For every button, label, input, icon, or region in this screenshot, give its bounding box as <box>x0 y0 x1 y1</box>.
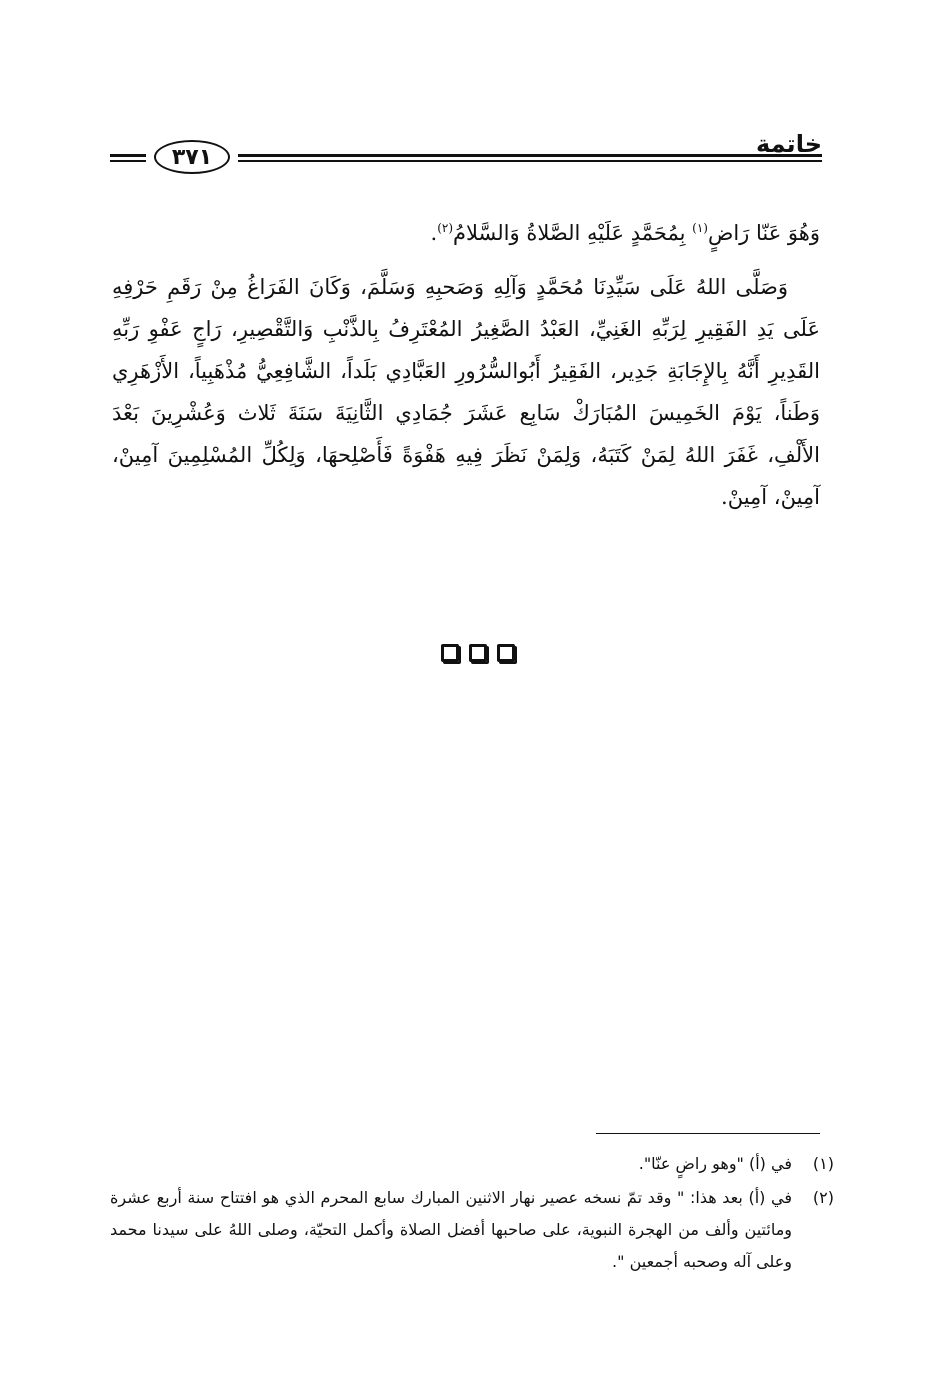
text-span: . <box>430 221 438 245</box>
text-span: وَهُوَ عَنّا رَاضٍ <box>707 221 820 245</box>
paragraph <box>112 212 820 254</box>
page-number: ٣٧١ <box>154 140 230 174</box>
header-rule <box>238 160 822 162</box>
main-text <box>112 212 820 530</box>
footnote-number: (٢) <box>812 1188 834 1207</box>
text-span: بِمُحَمَّدٍ عَلَيْهِ الصَّلاةُ وَالسَّلامُ <box>453 221 693 245</box>
header-rule <box>110 160 146 162</box>
footnote-item <box>110 1148 834 1180</box>
footnote-separator <box>596 1133 820 1134</box>
square-ornament-icon <box>441 644 459 662</box>
section-ornament <box>428 640 528 666</box>
footnote-number: (١) <box>812 1154 834 1173</box>
footnote-text: في (أ) "وهو راضٍ عنّا". <box>638 1154 792 1173</box>
footnote-marker: (٢) <box>437 221 454 235</box>
footnote-item <box>110 1182 834 1278</box>
footnote-marker: (١) <box>692 221 708 235</box>
footnotes <box>110 1148 834 1280</box>
paragraph: وَصَلَّى اللهُ عَلَى سَيِّدِنَا مُحَمَّدٍ وَآلِهِ وَصَحبِهِ وَسَلَّمَ، وَكَانَ الفَرَاغُ مِنْ رَقَمِ حَرْفِهِ عَلَى يَدِ الفَقِيرِ لِرَبِّهِ الغَنِيِّ، العَبْدُ الصَّغِيرُ المُعْتَرِفُ بِالذَّنْبِ وَالتَّقْصِيرِ، رَاجٍ عَفْوِ رَبِّهِ القَدِيرِ أَنَّهُ بِالإِجَابَةِ جَدِير، الفَقِيرُ أَبُوالسُّرُورِ العَبَّادِي بَلَداً، الشَّافِعِيُّ مُذْهَبِياً، الأَزْهَرِي وَطَناً، يَوْمَ الخَمِيسَ المُبَارَكْ سَابِع عَشَرَ جُمَادِي الثَّانِيَةَ سَنَةَ ثَلاث وَعُشْرِينَ بَعْدَ الأَلْفِ، غَفَرَ اللهُ لِمَنْ كَتَبَهُ، وَلِمَنْ نَظَرَ فِيهِ هَفْوَةً فَأَصْلِحهَا، وَلِكُلِّ المُسْلِمِينَ آمِينْ، آمِينْ، آمِينْ. <box>112 275 820 509</box>
header-rule <box>238 154 822 157</box>
square-ornament-icon <box>497 644 515 662</box>
square-ornament-icon <box>469 644 487 662</box>
running-title: خاتمة <box>756 130 822 158</box>
footnote-text: في (أ) بعد هذا: " وقد تمّ نسخه عصير نهار الاثنين المبارك سابع المحرم الذي هو افتتاح سنة أربع عشرة ومائتين وألف من الهجرة النبوية، على صاحبها أفضل الصلاة وأكمل التحيّة، وصلى اللهُ على سيدنا محمد وعلى آله وصحبه أجمعين ". <box>110 1188 792 1271</box>
page-header <box>110 130 822 190</box>
header-rule <box>110 154 146 157</box>
